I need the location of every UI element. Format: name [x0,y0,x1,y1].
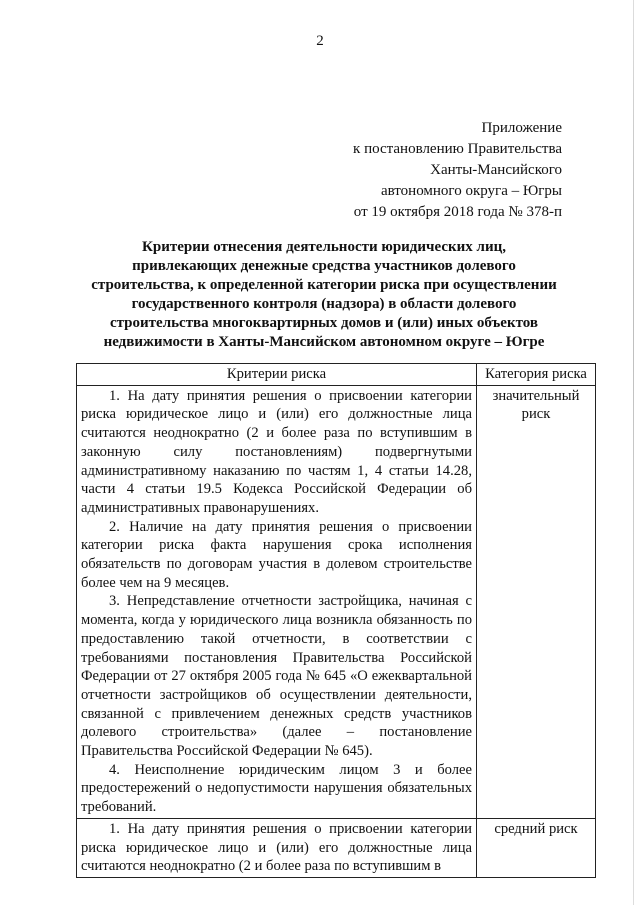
criterion-item: 3. Непредставление отчетности застройщика, начиная с момента, когда у юридического лица возникла обязанность по предоставлению такой отчетности, в соответствии с требованиями постановления Правительства Российской Федерации от 27 октября 2005 года № 645 «О ежеквартальной отчетности застройщиков об осуществлении деятельности, связанной с привлечением денежных средств участников долевого строительства» (далее – постановление Правительства Российской Федерации № 645). [81,593,472,760]
appendix-line: от 19 октября 2018 года № 378-п [353,204,562,220]
document-title: Критерии отнесения деятельности юридических лиц, привлекающих денежные средства участников долевого строительства, к определенной категории риска при осуществлении государственного контроля (надзора) в области долевого строительства многоквартирных домов и (или) иных объектов недвижимости в Ханты-Мансийском автономном округе – Югре [91,239,557,350]
criterion-item: 4. Неисполнение юридическим лицом 3 и более предостережений о недопустимости нарушения обязательных требований. [81,761,472,816]
table-header-row [77,364,596,386]
criteria-cell [77,385,477,818]
criteria-cell [77,818,477,877]
table-row [77,818,596,877]
criterion-item: 1. На дату принятия решения о присвоении категории риска юридическое лицо и (или) его должностные лица считаются неоднократно (2 и более раза по вступившим в [81,820,472,875]
criteria-table [76,363,596,878]
scan-edge [633,0,634,905]
criterion-item: 1. На дату принятия решения о присвоении категории риска юридическое лицо и (или) его должностные лица считаются неоднократно (2 и более раза по вступившим в законную силу постановлениям) подвергнутыми административному наказанию по частям 1, 4 статьи 14.28, части 4 статьи 19.5 Кодекса Российской Федерации об административных правонарушениях. [81,387,472,516]
header-category: Категория риска [477,364,596,386]
appendix-line: к постановлению Правительства [353,141,562,157]
appendix-line: Приложение [481,120,562,136]
appendix-block [353,118,562,223]
category-cell: средний риск [477,818,596,877]
header-criteria: Критерии риска [77,364,477,386]
criterion-item: 2. Наличие на дату принятия решения о присвоении категории риска факта нарушения срока исполнения обязательств по договорам участия в долевом строительстве более чем на 9 месяцев. [81,518,472,591]
page-number: 2 [316,33,324,49]
category-cell: значительный риск [477,385,596,818]
table-row [77,385,596,818]
appendix-line: автономного округа – Югры [380,183,562,199]
appendix-line: Ханты-Мансийского [430,162,562,178]
